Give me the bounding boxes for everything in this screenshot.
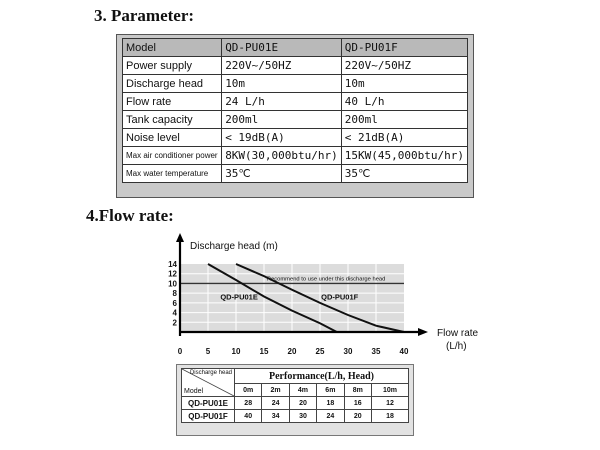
head-value: 10m xyxy=(371,384,408,397)
parameter-label: Model xyxy=(123,39,222,57)
x-tick-label: 15 xyxy=(259,347,269,356)
model-name: QD-PU01F xyxy=(182,410,235,423)
flow-value: 30 xyxy=(289,410,316,423)
head-value: 4m xyxy=(289,384,316,397)
model-name: QD-PU01E xyxy=(182,397,235,410)
flow-value: 20 xyxy=(344,410,371,423)
performance-table xyxy=(181,368,409,423)
y-tick-label: 10 xyxy=(168,279,177,289)
head-value: 2m xyxy=(262,384,289,397)
parameter-row xyxy=(123,111,468,129)
parameter-label: Tank capacity xyxy=(123,111,222,129)
x-tick-label: 0 xyxy=(177,347,183,356)
parameter-value: < 21dB(A) xyxy=(341,129,467,147)
parameter-label: Max water temperature xyxy=(123,165,222,183)
flow-value: 18 xyxy=(317,397,344,410)
parameter-value: 220V~/50HZ xyxy=(341,57,467,75)
parameter-row xyxy=(123,57,468,75)
x-tick-label: 5 xyxy=(205,347,211,356)
flow-value: 28 xyxy=(235,397,262,410)
parameter-label: Power supply xyxy=(123,57,222,75)
performance-table-frame xyxy=(176,364,414,436)
parameter-table-frame xyxy=(116,34,474,198)
series-label: QD-PU01F xyxy=(321,292,359,302)
y-tick-label: 14 xyxy=(168,260,177,269)
parameter-label: Noise level xyxy=(123,129,222,147)
parameter-row xyxy=(123,147,468,165)
parameter-value: 35℃ xyxy=(341,165,467,183)
section-parameter-title: 3. Parameter: xyxy=(94,6,195,25)
head-value: 6m xyxy=(317,384,344,397)
parameter-value: QD-PU01F xyxy=(341,39,467,57)
parameter-row xyxy=(123,93,468,111)
x-tick-label: 40 xyxy=(399,347,409,356)
flow-value: 12 xyxy=(371,397,408,410)
flow-value: 24 xyxy=(317,410,344,423)
corner-model-label: Model xyxy=(184,388,204,395)
parameter-row xyxy=(123,129,468,147)
performance-row xyxy=(182,410,409,423)
parameter-value: 200ml xyxy=(222,111,342,129)
parameter-row xyxy=(123,75,468,93)
head-value: 8m xyxy=(344,384,371,397)
x-tick-label: 30 xyxy=(343,347,353,356)
x-tick-label: 25 xyxy=(315,347,325,356)
y-tick-label: 4 xyxy=(172,308,177,318)
flow-value: 18 xyxy=(371,410,408,423)
parameter-value: 200ml xyxy=(341,111,467,129)
parameter-label: Flow rate xyxy=(123,93,222,111)
corner-head-label: Discharge head xyxy=(189,370,232,376)
parameter-label: Max air conditioner power xyxy=(123,147,222,165)
y-tick-label: 6 xyxy=(172,298,177,308)
flow-value: 20 xyxy=(289,397,316,410)
parameter-value: 10m xyxy=(222,75,342,93)
section-flow-rate-title: 4.Flow rate: xyxy=(86,206,174,225)
flow-value: 16 xyxy=(344,397,371,410)
reference-line-label: Recommend to use under this discharge head xyxy=(266,276,386,283)
parameter-value: 8KW(30,000btu/hr) xyxy=(222,147,342,165)
x-tick-label: 35 xyxy=(371,347,381,356)
corner-cell xyxy=(182,369,235,397)
parameter-value: 220V~/50HZ xyxy=(222,57,342,75)
y-tick-label: 12 xyxy=(168,269,177,279)
x-axis-unit: (L/h) xyxy=(446,341,467,352)
x-axis-arrow xyxy=(418,328,428,336)
x-tick-label: 10 xyxy=(231,347,241,356)
parameter-table xyxy=(122,38,468,183)
parameter-value: < 19dB(A) xyxy=(222,129,342,147)
parameter-row xyxy=(123,165,468,183)
performance-row xyxy=(182,397,409,410)
head-value: 0m xyxy=(235,384,262,397)
performance-title: Performance(L/h, Head) xyxy=(235,369,409,384)
y-tick-label: 2 xyxy=(172,318,177,328)
parameter-value: 35℃ xyxy=(222,165,342,183)
y-tick-label: 8 xyxy=(172,289,177,299)
parameter-row xyxy=(123,39,468,57)
parameter-value: 15KW(45,000btu/hr) xyxy=(341,147,467,165)
parameter-value: 10m xyxy=(341,75,467,93)
flow-value: 24 xyxy=(262,397,289,410)
flow-value: 34 xyxy=(262,410,289,423)
parameter-label: Discharge head xyxy=(123,75,222,93)
y-axis-label: Discharge head (m) xyxy=(190,241,278,252)
y-axis-arrow xyxy=(176,233,184,242)
parameter-value: 24 L/h xyxy=(222,93,342,111)
flow-value: 40 xyxy=(235,410,262,423)
performance-header-row xyxy=(182,369,409,384)
parameter-value: QD-PU01E xyxy=(222,39,342,57)
parameter-value: 40 L/h xyxy=(341,93,467,111)
series-label: QD-PU01E xyxy=(220,292,258,302)
x-tick-label: 20 xyxy=(287,347,297,356)
x-axis-label: Flow rate xyxy=(437,328,479,339)
flow-rate-chart xyxy=(160,228,479,363)
